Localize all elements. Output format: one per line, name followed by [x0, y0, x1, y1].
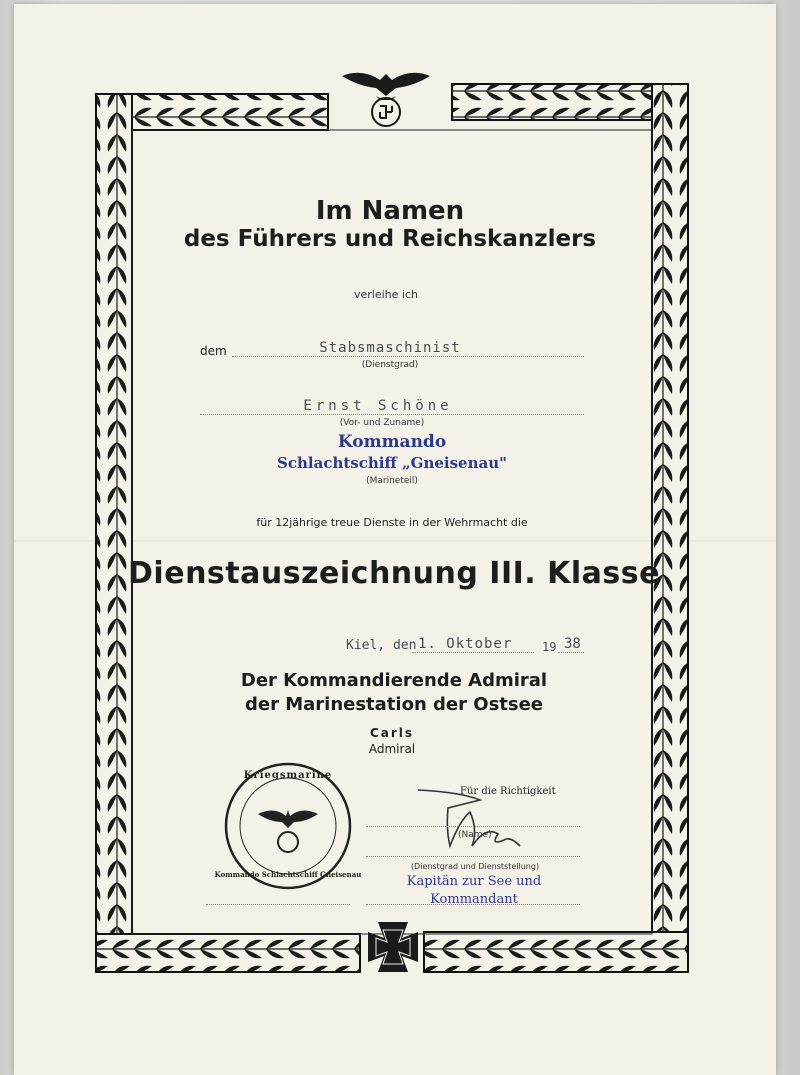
- signature-name-line: [366, 826, 580, 827]
- seal-line: [206, 904, 350, 905]
- iron-cross-icon: [368, 922, 418, 972]
- commander-name: Carls: [369, 726, 415, 740]
- commandant-stamp-line-1: Kapitän zur See und: [406, 874, 542, 889]
- year-line: [558, 652, 584, 653]
- reason-text: für 12jährige treue Dienste in der Wehrmacht die: [256, 516, 528, 529]
- unit-caption: (Marineteil): [366, 476, 418, 486]
- certification-rank-caption: (Dienstgrad und Dienststellung): [410, 862, 540, 871]
- name-caption: (Vor- und Zuname): [339, 418, 425, 428]
- recipient-name: Ernst Schöne: [303, 398, 453, 414]
- eagle-emblem-icon: [342, 73, 430, 126]
- certification-name-caption: (Name): [458, 830, 492, 840]
- bottom-line: [366, 904, 580, 905]
- rank-value: Stabsmaschinist: [319, 340, 461, 356]
- unit-stamp-line-1: Kommando: [337, 432, 447, 452]
- unit-stamp-line-2: Schlachtschiff „Gneisenau": [277, 454, 507, 472]
- commander-rank: Admiral: [368, 742, 416, 756]
- seal-top-text: Kriegsmarine: [243, 770, 333, 781]
- date-line: [412, 652, 534, 653]
- name-line: [200, 414, 584, 415]
- signature-rank-line: [366, 856, 580, 857]
- date-century: 19: [542, 640, 557, 654]
- date-day-month: 1. Oktober: [418, 636, 513, 652]
- heading-line-2: des Führers und Reichskanzlers: [183, 226, 597, 252]
- date-year: 38: [564, 636, 581, 652]
- commander-line-1: Der Kommandierende Admiral: [240, 670, 548, 691]
- commandant-stamp-line-2: Kommandant: [430, 892, 518, 907]
- certification-label: Für die Richtigkeit: [460, 786, 556, 797]
- seal-bottom-text: Kommando Schlachtschiff Gneisenau: [214, 870, 362, 879]
- dem-label: dem: [200, 344, 227, 358]
- rank-line: [232, 356, 584, 357]
- date-place: Kiel, den: [346, 638, 417, 653]
- award-title: Dienstauszeichnung III. Klasse: [128, 556, 660, 591]
- rank-caption: (Dienstgrad): [361, 360, 419, 370]
- verleihe-text: verleihe ich: [354, 288, 418, 301]
- heading-line-1: Im Namen: [315, 196, 465, 226]
- commander-line-2: der Marinestation der Ostsee: [244, 694, 544, 715]
